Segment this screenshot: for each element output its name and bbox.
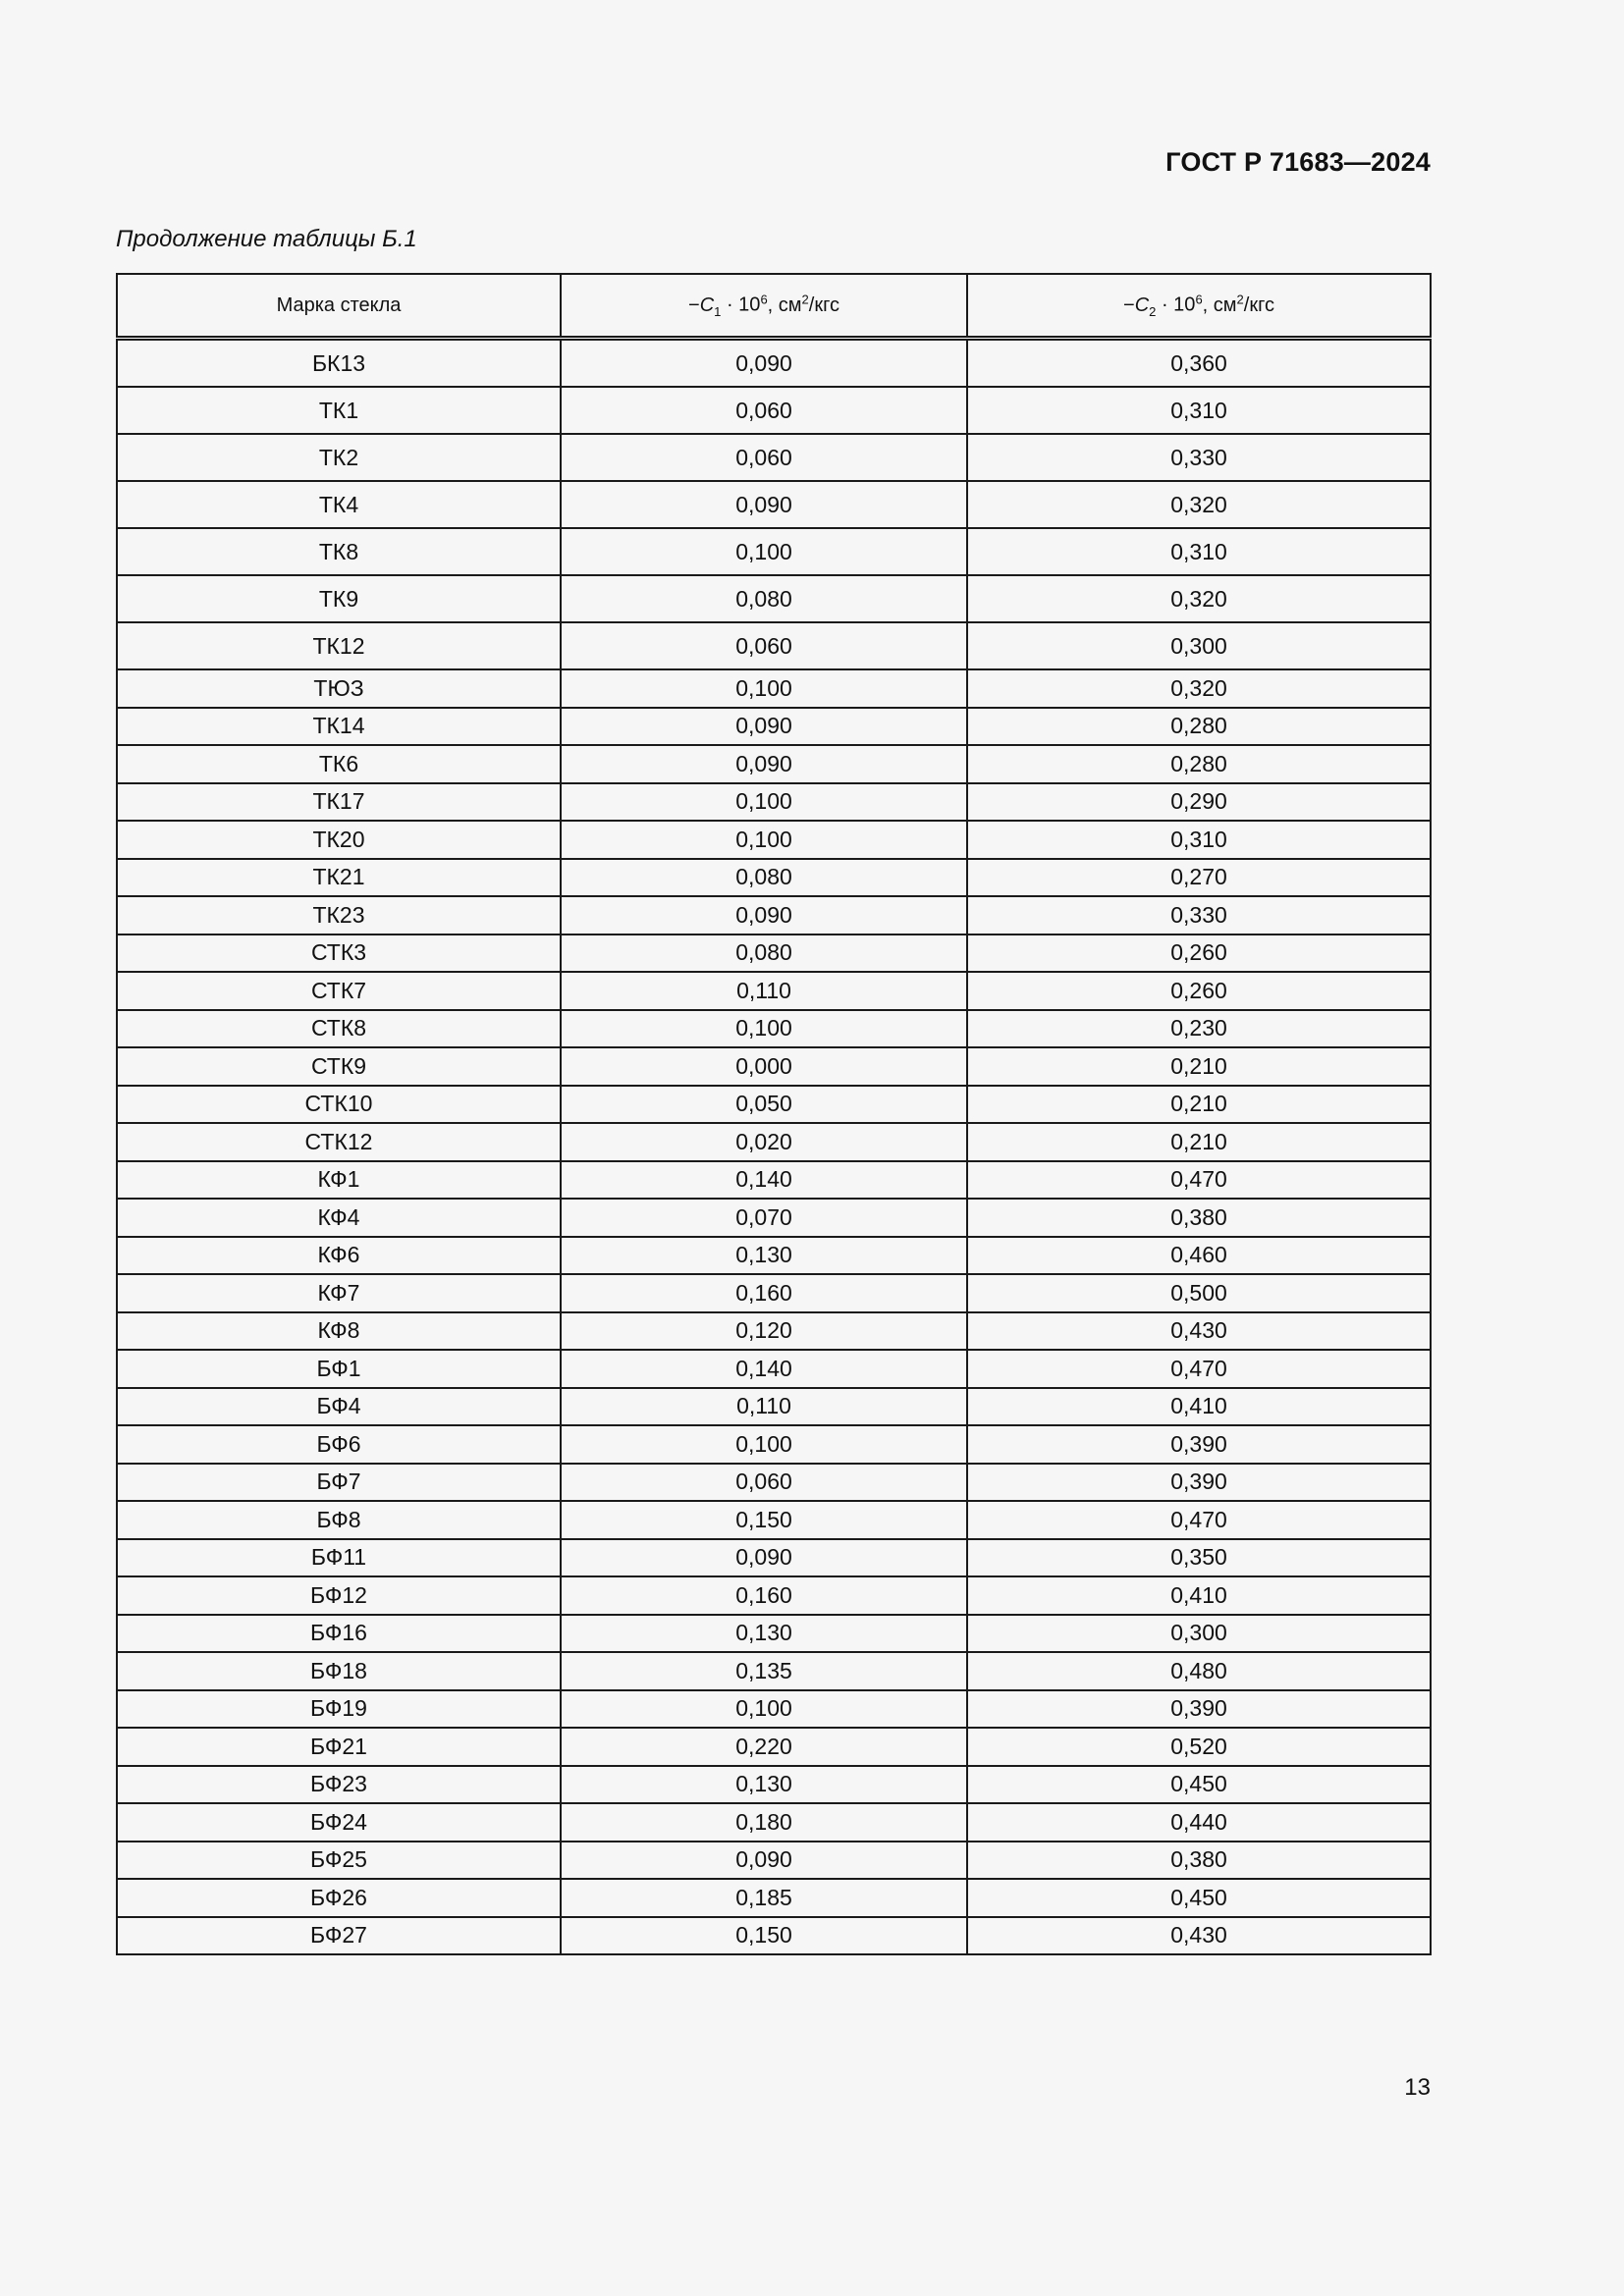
table-row (117, 622, 1431, 669)
table-cell-grade: КФ6 (117, 1237, 561, 1275)
table-cell-c1: 0,185 (561, 1879, 967, 1917)
table-cell-c1: 0,100 (561, 783, 967, 822)
table-cell-c1: 0,220 (561, 1728, 967, 1766)
table-cell-grade: ТК8 (117, 528, 561, 575)
table-cell-c2: 0,310 (967, 528, 1431, 575)
table-cell-c2: 0,440 (967, 1803, 1431, 1842)
table-row (117, 1161, 1431, 1200)
table-cell-grade: БФ1 (117, 1350, 561, 1388)
table-cell-c1: 0,100 (561, 1690, 967, 1729)
table-cell-c2: 0,300 (967, 622, 1431, 669)
table-row (117, 1464, 1431, 1502)
table-cell-grade: СТК9 (117, 1047, 561, 1086)
table-row (117, 1690, 1431, 1729)
table-row (117, 1199, 1431, 1237)
table-cell-grade: СТК12 (117, 1123, 561, 1161)
table-cell-c2: 0,430 (967, 1312, 1431, 1351)
table-cell-c2: 0,330 (967, 896, 1431, 934)
table-cell-c1: 0,060 (561, 387, 967, 434)
table-cell-c2: 0,320 (967, 481, 1431, 528)
table-row (117, 1047, 1431, 1086)
table-cell-c1: 0,050 (561, 1086, 967, 1124)
table-cell-c2: 0,300 (967, 1615, 1431, 1653)
table-row (117, 972, 1431, 1010)
table-cell-grade: БФ18 (117, 1652, 561, 1690)
table-cell-grade: БФ24 (117, 1803, 561, 1842)
table-cell-grade: БФ19 (117, 1690, 561, 1729)
table-cell-c2: 0,390 (967, 1690, 1431, 1729)
table-row (117, 1652, 1431, 1690)
table-cell-grade: ТК4 (117, 481, 561, 528)
table-row (117, 783, 1431, 822)
table-cell-c1: 0,180 (561, 1803, 967, 1842)
table-row (117, 1274, 1431, 1312)
table-cell-c1: 0,060 (561, 622, 967, 669)
table-cell-grade: БФ16 (117, 1615, 561, 1653)
table-cell-c2: 0,270 (967, 859, 1431, 897)
table-cell-c1: 0,080 (561, 859, 967, 897)
table-cell-grade: ТК9 (117, 575, 561, 622)
table-cell-c1: 0,150 (561, 1501, 967, 1539)
table-cell-grade: ТК21 (117, 859, 561, 897)
table-cell-c1: 0,130 (561, 1237, 967, 1275)
table-row (117, 669, 1431, 708)
table-cell-c1: 0,130 (561, 1615, 967, 1653)
table-cell-c1: 0,100 (561, 528, 967, 575)
table-cell-c2: 0,390 (967, 1464, 1431, 1502)
table-cell-c2: 0,210 (967, 1086, 1431, 1124)
table-row (117, 1425, 1431, 1464)
table-cell-c2: 0,320 (967, 669, 1431, 708)
table-cell-c1: 0,100 (561, 1010, 967, 1048)
table-row (117, 575, 1431, 622)
table-cell-grade: БФ7 (117, 1464, 561, 1502)
table-cell-c2: 0,350 (967, 1539, 1431, 1577)
table-cell-c1: 0,110 (561, 972, 967, 1010)
table-cell-c1: 0,100 (561, 821, 967, 859)
table-cell-grade: КФ8 (117, 1312, 561, 1351)
table-cell-c1: 0,090 (561, 745, 967, 783)
table-row (117, 859, 1431, 897)
table-cell-grade: КФ4 (117, 1199, 561, 1237)
table-cell-c1: 0,080 (561, 575, 967, 622)
table-row (117, 1086, 1431, 1124)
table-row (117, 1879, 1431, 1917)
table-row (117, 528, 1431, 575)
table-cell-c2: 0,390 (967, 1425, 1431, 1464)
table-row (117, 1615, 1431, 1653)
table-cell-grade: ТК6 (117, 745, 561, 783)
table-cell-grade: БФ27 (117, 1917, 561, 1955)
table-cell-c1: 0,100 (561, 1425, 967, 1464)
column-header-c2: $-C_2 \cdot 10^6$, $см^2$/кгс (967, 274, 1431, 339)
table-cell-c2: 0,230 (967, 1010, 1431, 1048)
table-cell-grade: КФ1 (117, 1161, 561, 1200)
table-row (117, 1766, 1431, 1804)
table-cell-c1: 0,090 (561, 481, 967, 528)
table-cell-c2: 0,210 (967, 1123, 1431, 1161)
table-cell-c2: 0,470 (967, 1350, 1431, 1388)
table-cell-c1: 0,140 (561, 1161, 967, 1200)
column-header-glass-grade: Марка стекла (117, 274, 561, 339)
table-cell-c1: 0,070 (561, 1199, 967, 1237)
table-cell-c1: 0,150 (561, 1917, 967, 1955)
table-row (117, 1917, 1431, 1955)
table-cell-grade: ТК20 (117, 821, 561, 859)
table-cell-c1: 0,140 (561, 1350, 967, 1388)
table-row (117, 387, 1431, 434)
table-cell-c1: 0,110 (561, 1388, 967, 1426)
table-row (117, 896, 1431, 934)
table-cell-c2: 0,360 (967, 339, 1431, 388)
table-row (117, 708, 1431, 746)
table-cell-grade: ТК14 (117, 708, 561, 746)
table-row (117, 1010, 1431, 1048)
table-cell-c1: 0,000 (561, 1047, 967, 1086)
table-cell-grade: СТК8 (117, 1010, 561, 1048)
table-cell-c2: 0,520 (967, 1728, 1431, 1766)
table-cell-c2: 0,280 (967, 745, 1431, 783)
table-cell-c2: 0,480 (967, 1652, 1431, 1690)
table-row (117, 745, 1431, 783)
table-cell-c2: 0,410 (967, 1388, 1431, 1426)
table-cell-grade: БФ21 (117, 1728, 561, 1766)
table-row (117, 1123, 1431, 1161)
table-cell-c1: 0,060 (561, 1464, 967, 1502)
table-cell-grade: БФ6 (117, 1425, 561, 1464)
table-row (117, 1350, 1431, 1388)
table-cell-grade: КФ7 (117, 1274, 561, 1312)
table-cell-c2: 0,470 (967, 1501, 1431, 1539)
table-cell-grade: ТК23 (117, 896, 561, 934)
table-cell-c2: 0,310 (967, 387, 1431, 434)
table-cell-grade: ТЮЗ (117, 669, 561, 708)
table-caption: Продолжение таблицы Б.1 (116, 226, 417, 252)
table-cell-c1: 0,130 (561, 1766, 967, 1804)
table-cell-grade: ТК2 (117, 434, 561, 481)
table-row (117, 1388, 1431, 1426)
table-cell-c2: 0,500 (967, 1274, 1431, 1312)
table-cell-c1: 0,120 (561, 1312, 967, 1351)
table-cell-grade: ТК17 (117, 783, 561, 822)
table-cell-grade: БФ26 (117, 1879, 561, 1917)
document-code: ГОСТ Р 71683—2024 (1165, 147, 1431, 177)
table-cell-c1: 0,090 (561, 708, 967, 746)
table-cell-grade: БФ4 (117, 1388, 561, 1426)
table-cell-c1: 0,080 (561, 934, 967, 973)
table-cell-grade: СТК7 (117, 972, 561, 1010)
table-cell-c2: 0,260 (967, 972, 1431, 1010)
table-body (117, 339, 1431, 1955)
table-row (117, 1501, 1431, 1539)
table-cell-grade: БФ25 (117, 1842, 561, 1880)
table-cell-grade: БФ8 (117, 1501, 561, 1539)
table-row (117, 481, 1431, 528)
table-cell-c2: 0,470 (967, 1161, 1431, 1200)
table-cell-c1: 0,135 (561, 1652, 967, 1690)
table-cell-c1: 0,160 (561, 1274, 967, 1312)
table-cell-c2: 0,380 (967, 1199, 1431, 1237)
table-cell-c1: 0,160 (561, 1576, 967, 1615)
table-cell-grade: ТК1 (117, 387, 561, 434)
table-header-row (117, 274, 1431, 339)
table-row (117, 434, 1431, 481)
table-cell-c2: 0,280 (967, 708, 1431, 746)
table-cell-c1: 0,090 (561, 1842, 967, 1880)
table-row (117, 821, 1431, 859)
table-cell-c2: 0,210 (967, 1047, 1431, 1086)
column-header-c1: $-C_1 \cdot 10^6$, $см^2$/кгс (561, 274, 967, 339)
table-cell-c1: 0,020 (561, 1123, 967, 1161)
table-row (117, 1842, 1431, 1880)
table-cell-c2: 0,430 (967, 1917, 1431, 1955)
table-cell-grade: СТК3 (117, 934, 561, 973)
table-cell-c2: 0,260 (967, 934, 1431, 973)
table-cell-c1: 0,090 (561, 339, 967, 388)
table-cell-c2: 0,380 (967, 1842, 1431, 1880)
table-row (117, 1728, 1431, 1766)
table-row (117, 1576, 1431, 1615)
table-cell-grade: БФ23 (117, 1766, 561, 1804)
table-row (117, 1539, 1431, 1577)
table-cell-c2: 0,310 (967, 821, 1431, 859)
glass-coefficients-table (116, 273, 1432, 1955)
table-cell-c1: 0,090 (561, 1539, 967, 1577)
table-cell-c2: 0,410 (967, 1576, 1431, 1615)
table-row (117, 1312, 1431, 1351)
table-row (117, 1803, 1431, 1842)
table-cell-c2: 0,290 (967, 783, 1431, 822)
table-cell-grade: БК13 (117, 339, 561, 388)
table-cell-c2: 0,450 (967, 1766, 1431, 1804)
table-cell-grade: БФ11 (117, 1539, 561, 1577)
table-cell-c2: 0,460 (967, 1237, 1431, 1275)
table-row (117, 934, 1431, 973)
table-cell-grade: СТК10 (117, 1086, 561, 1124)
table-row (117, 1237, 1431, 1275)
table-cell-c1: 0,060 (561, 434, 967, 481)
table-cell-c2: 0,330 (967, 434, 1431, 481)
page-number: 13 (1404, 2074, 1431, 2101)
table-cell-c1: 0,100 (561, 669, 967, 708)
table-cell-c2: 0,320 (967, 575, 1431, 622)
table-cell-grade: БФ12 (117, 1576, 561, 1615)
table-cell-c1: 0,090 (561, 896, 967, 934)
table-row (117, 339, 1431, 388)
table-cell-grade: ТК12 (117, 622, 561, 669)
table-cell-c2: 0,450 (967, 1879, 1431, 1917)
